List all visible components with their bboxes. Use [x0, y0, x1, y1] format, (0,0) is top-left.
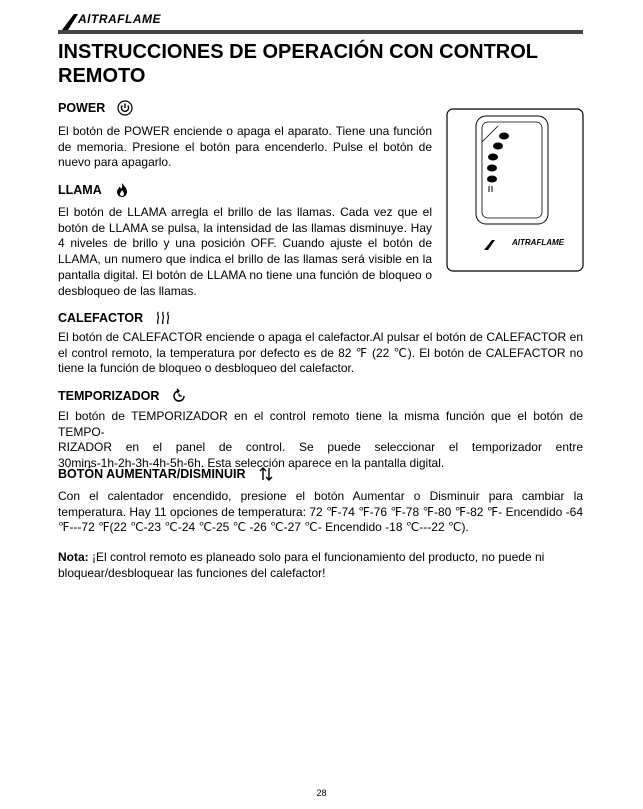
remote-control-icon: [446, 108, 584, 272]
remote-control-illustration: [446, 108, 584, 272]
power-text: El botón de POWER enciende o apaga el aparato. Tiene una función de memoria. Presione el botón para encenderlo. Pulse el botón de nuevo para apagarlo.: [58, 124, 432, 170]
nota-text: ¡El control remoto es planeado solo para el funcionamiento del producto, no puede ni bloquear/desbloquear las funciones del calefactor!: [58, 550, 545, 580]
temporizador-line: RIZADOR en el panel de control. Se puede seleccionar el temporizador entre: [58, 440, 583, 455]
header-rule: [58, 30, 583, 34]
aumentar-text: Con el calentador encendido, presione el botón Aumentar o Disminuir para cambiar la temperatura. Hay 11 opciones de temperatura: 72 ℉-74 ℉-76 ℉-78 ℉-80 ℉-82 ℉- Encendido -64 ℉---72 ℉(22 ℃-23 ℃-24 ℃-25 ℃ -26 ℃-27 ℃- Encendido -18 ℃---22 ℃).: [58, 489, 583, 535]
page-number: 28: [316, 788, 327, 798]
calefactor-heading: CALEFACTOR: [58, 310, 171, 326]
flame-icon: [114, 182, 130, 198]
power-icon: [117, 100, 133, 116]
heater-icon: [155, 310, 171, 326]
llama-text: El botón de LLAMA arregla el brillo de las llamas. Cada vez que el botón de LLAMA se pulsa, la intensidad de las llamas disminuye. Hay 4 niveles de brillo y una posición OFF. Cuando ajuste el botón de LLAMA, un numero que indica el brillo de las llamas será visible en la pantalla digital. El botón de LLAMA no tiene una función de bloqueo o desbloqueo de las llamas.: [58, 205, 432, 298]
brand-logo: [60, 10, 160, 32]
timer-icon: [171, 388, 187, 404]
brand-name: AlTRAFLAME: [78, 12, 161, 26]
temporizador-line: 30mins-1h-2h-3h-4h-5h-6h. Esta selección aparece en la pantalla digital.: [58, 456, 445, 471]
power-heading: POWER: [58, 100, 133, 116]
nota-label: Nota:: [58, 550, 89, 564]
page-title: INSTRUCCIONES DE OPERACIÓN CON CONTROL REMOTO: [58, 41, 538, 87]
temporizador-text: [58, 409, 583, 472]
remote-brand: AlTRAFLAME: [512, 238, 564, 247]
temporizador-line: El botón de TEMPORIZADOR en el control remoto tiene la misma función que el botón de TEMPO-: [58, 409, 583, 439]
nota: [58, 550, 583, 581]
llama-heading: LLAMA: [58, 182, 130, 198]
up-down-arrows-icon: [258, 466, 274, 482]
temporizador-heading: TEMPORIZADOR: [58, 388, 187, 404]
aumentar-heading: BOTÓN AUMENTAR/DISMINUIR: [58, 466, 274, 482]
calefactor-text: El botón de CALEFACTOR enciende o apaga el calefactor.Al pulsar el botón de CALEFACTOR en el control remoto, la temperatura por defecto es de 82 ℉ (22 ℃). El botón de CALEFACTOR no tiene la función de bloqueo o desbloqueo del calefactor.: [58, 330, 583, 376]
